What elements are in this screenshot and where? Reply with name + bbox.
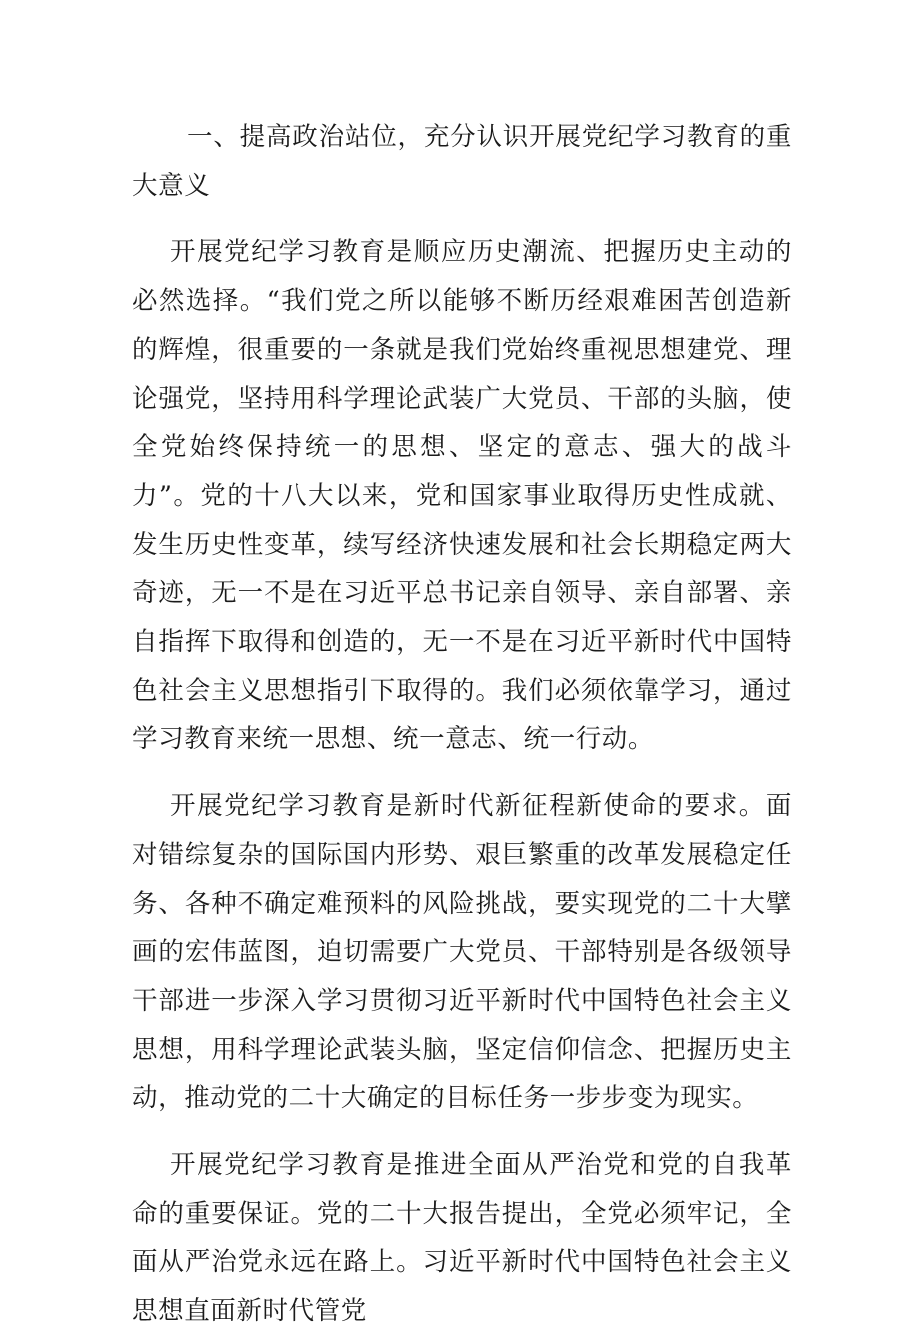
section-heading-block [132,113,792,210]
paragraph-history-trend: 开展党纪学习教育是顺应历史潮流、把握历史主动的必然选择。“我们党之所以能够不断历经艰难困苦创造新的辉煌，很重要的一条就是我们党始终重视思想建党、理论强党，坚持用科学理论武装广大党员、干部的头脑，使全党始终保持统一的思想、坚定的意志、强大的战斗力”。党的十八大以来，党和国家事业取得历史性成就、发生历史性变革，续写经济快速发展和社会长期稳定两大奇迹，无一不是在习近平总书记亲自领导、亲自部署、亲自指挥下取得和创造的，无一不是在习近平新时代中国特色社会主义思想指引下取得的。我们必须依靠学习，通过学习教育来统一思想、统一意志、统一行动。 [132,237,792,755]
document-body [132,113,792,1336]
paragraph-strict-governance: 开展党纪学习教育是推进全面从严治党和党的自我革命的重要保证。党的二十大报告提出，全党必须牢记，全面从严治党永远在路上。习近平新时代中国特色社会主义思想直面新时代管党 [132,1150,792,1327]
section-heading: 一、提高政治站位，充分认识开展党纪学习教育的重大意义 [132,122,792,201]
paragraph-new-era-mission: 开展党纪学习教育是新时代新征程新使命的要求。面对错综复杂的国际国内形势、艰巨繁重的改革发展稳定任务、各种不确定难预料的风险挑战，要实现党的二十大擘画的宏伟蓝图，迫切需要广大党员、干部特别是各级领导干部进一步深入学习贯彻习近平新时代中国特色社会主义思想，用科学理论武装头脑，坚定信仰信念、把握历史主动，推动党的二十大确定的目标任务一步步变为现实。 [132,791,792,1114]
